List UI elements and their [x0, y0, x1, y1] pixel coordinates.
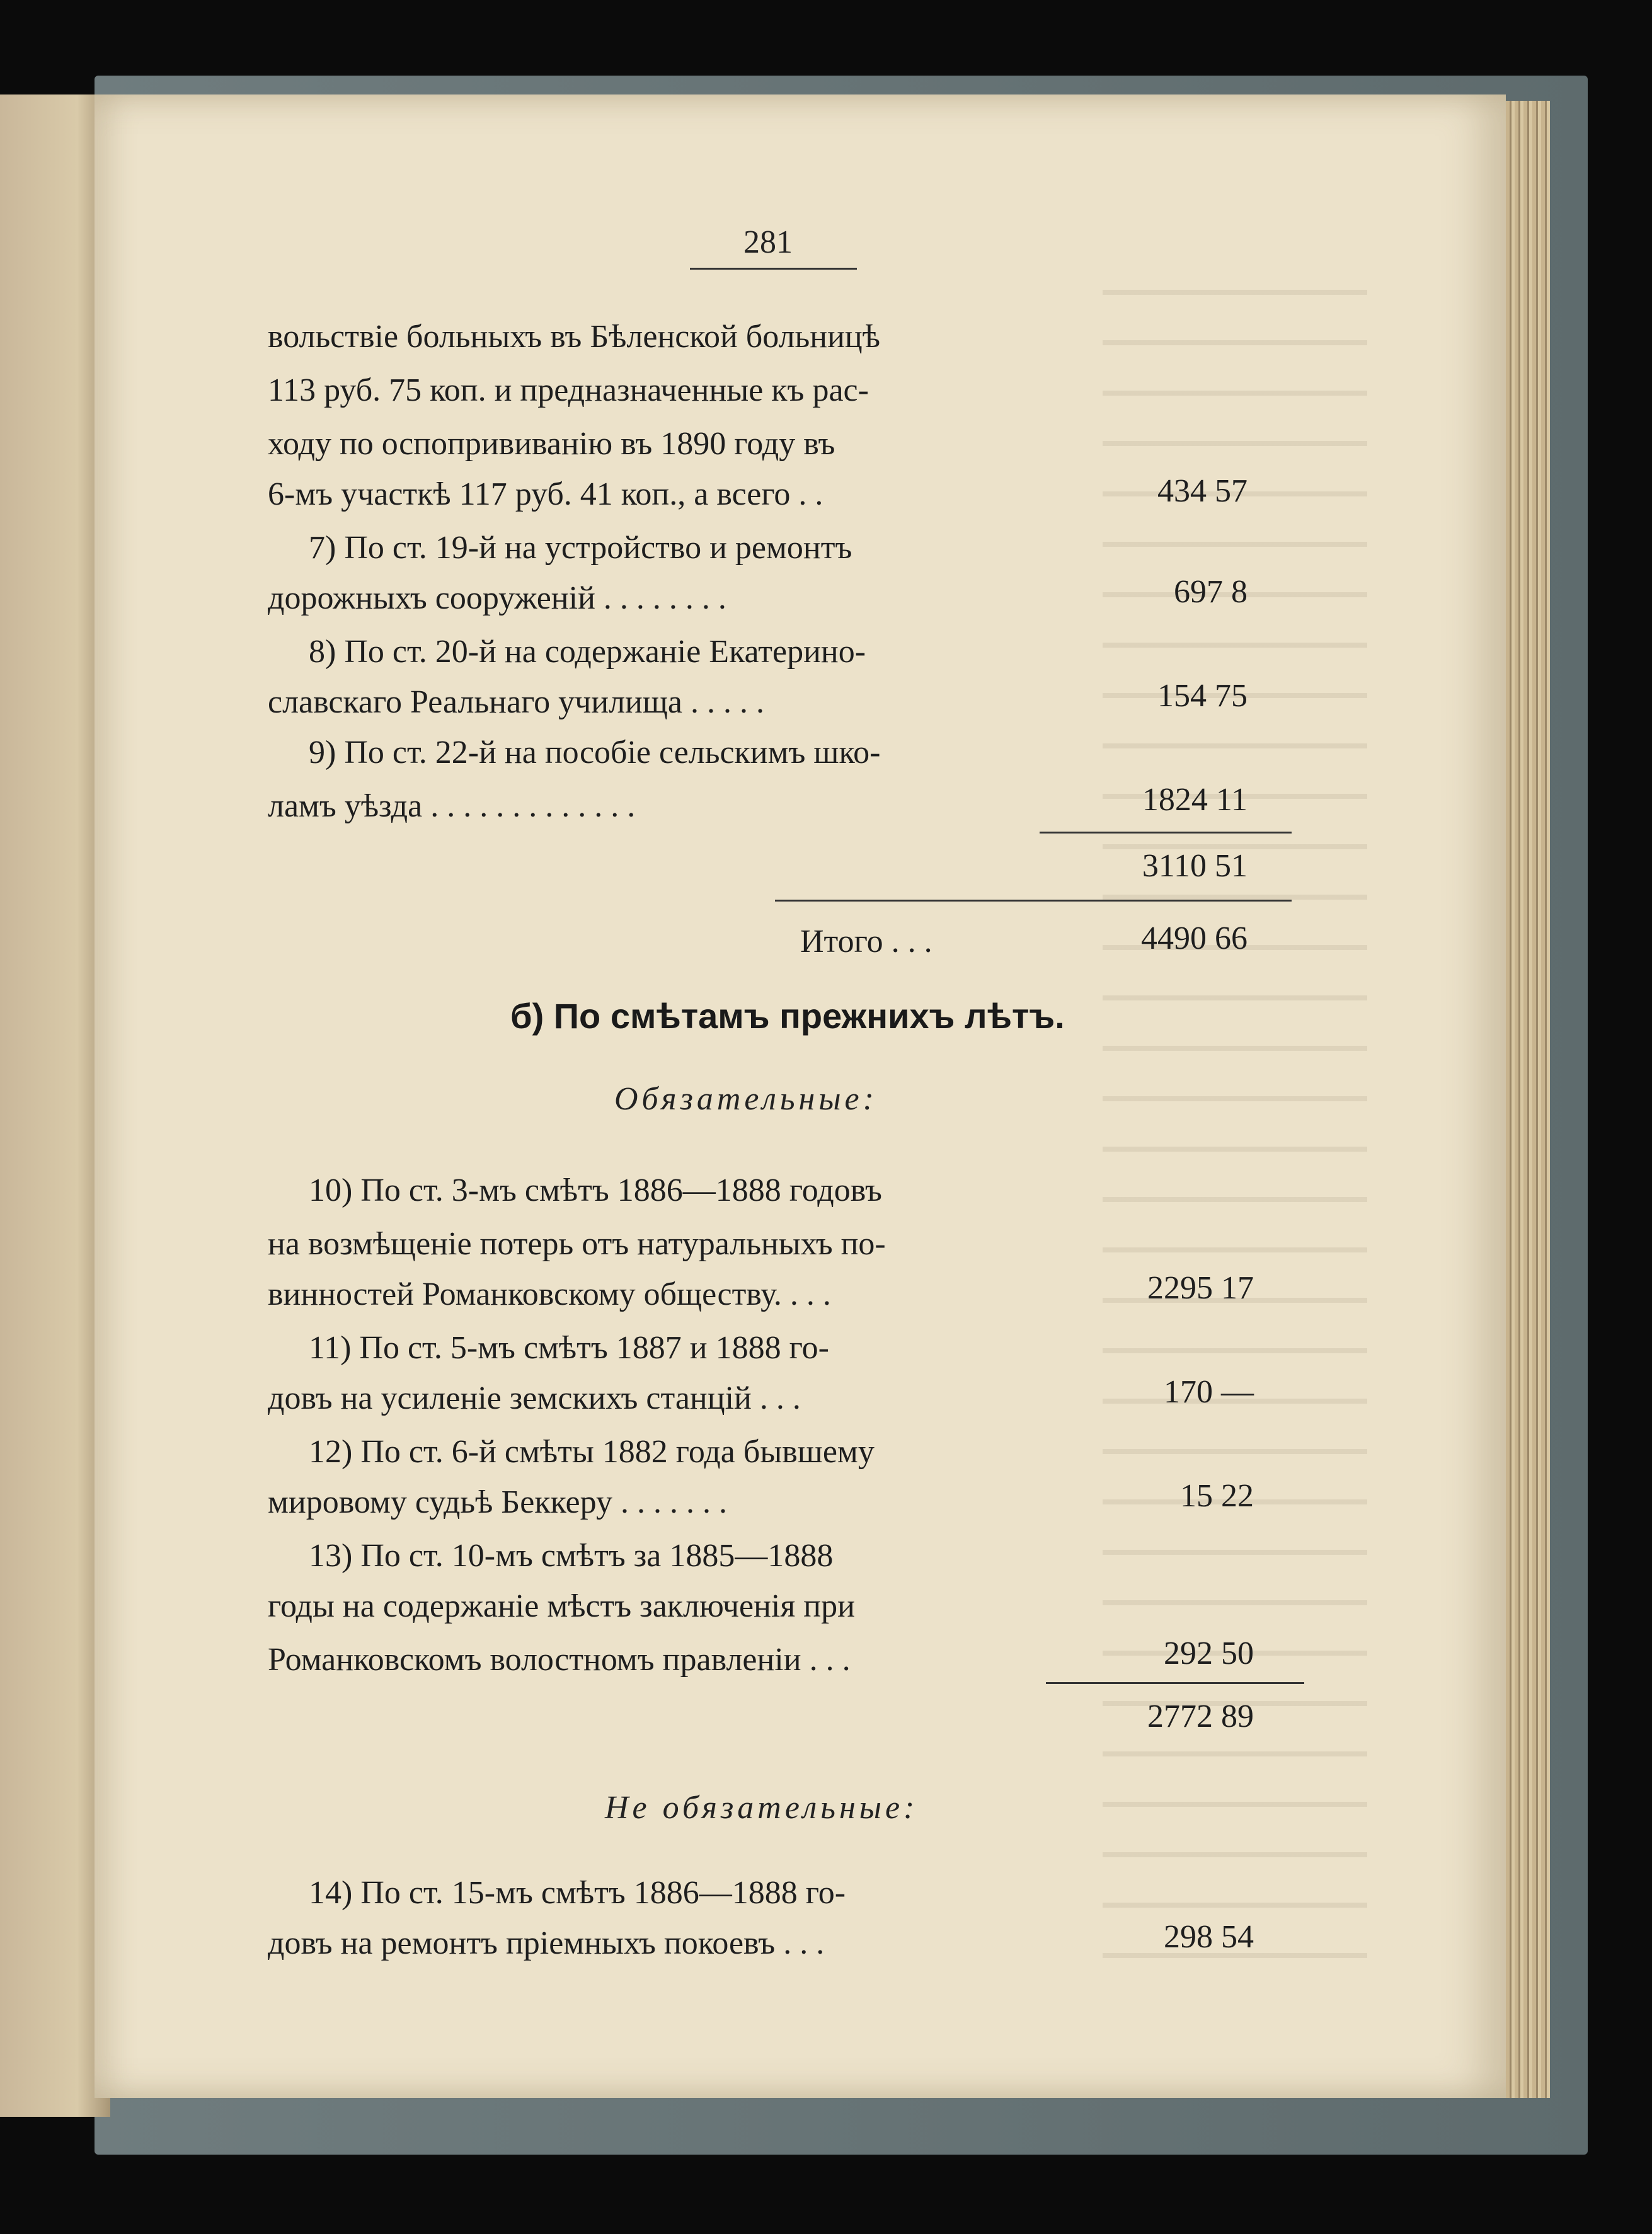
- page-stack-edge: [1506, 101, 1550, 2098]
- text-line: годы на содержаніе мѣстъ заключенія при: [268, 1588, 855, 1624]
- text-line: славскаго Реальнаго училища . . . . .: [268, 684, 764, 720]
- text-line: винностей Романковскому обществу. . . .: [268, 1276, 831, 1312]
- amount: 434 57: [1157, 473, 1248, 509]
- bleed-through-text: [1103, 290, 1367, 1991]
- text-line: дорожныхъ сооруженій . . . . . . . .: [268, 580, 726, 616]
- text-line: 7) По ст. 19-й на устройство и ремонтъ: [309, 530, 852, 566]
- sum-rule: [1040, 832, 1292, 833]
- total-rule: [775, 900, 1292, 902]
- amount: 170 —: [1164, 1374, 1254, 1410]
- amount: 15 22: [1180, 1478, 1254, 1514]
- subtotal: 3110 51: [1142, 848, 1248, 884]
- amount: 2295 17: [1147, 1270, 1254, 1306]
- subheading-obligatory: Обязательные:: [614, 1081, 878, 1117]
- amount: 697 8: [1174, 574, 1248, 610]
- text-line: вольствіе больныхъ въ Бѣленской больницѣ: [268, 319, 880, 355]
- text-line: ходу по оспопрививанію въ 1890 году въ: [268, 426, 835, 462]
- text-line: 10) По ст. 3-мъ смѣтъ 1886—1888 годовъ: [309, 1172, 882, 1208]
- page-number-rule: [690, 268, 857, 270]
- text-line: 14) По ст. 15-мъ смѣтъ 1886—1888 го-: [309, 1875, 846, 1911]
- section-heading: б) По смѣтамъ прежнихъ лѣтъ.: [510, 996, 1065, 1036]
- subheading-nonobligatory: Не обязательные:: [605, 1790, 919, 1826]
- text-line: Романковскомъ волостномъ правленіи . . .: [268, 1642, 851, 1678]
- text-line: 11) По ст. 5-мъ смѣтъ 1887 и 1888 го-: [309, 1330, 829, 1366]
- text-line: 9) По ст. 22-й на пособіе сельскимъ шко-: [309, 735, 881, 770]
- text-line: довъ на ремонтъ пріемныхъ покоевъ . . .: [268, 1925, 825, 1961]
- amount: 154 75: [1157, 678, 1248, 714]
- text-line: 113 руб. 75 коп. и предназначенные къ рас-: [268, 372, 869, 408]
- itogo-amount: 4490 66: [1141, 920, 1248, 956]
- text-line: 6-мъ участкѣ 117 руб. 41 коп., а всего . .: [268, 476, 823, 512]
- page-number: 281: [743, 224, 793, 260]
- itogo-label: Итого . . .: [800, 924, 932, 959]
- subtotal: 2772 89: [1147, 1698, 1254, 1734]
- text-line: ламъ уѣзда . . . . . . . . . . . . .: [268, 788, 636, 824]
- text-line: 8) По ст. 20-й на содержаніе Екатерино-: [309, 634, 866, 670]
- text-line: на возмѣщеніе потерь отъ натуральныхъ по-: [268, 1226, 886, 1262]
- text-line: мировому судьѣ Беккеру . . . . . . .: [268, 1484, 727, 1520]
- text-line: 12) По ст. 6-й смѣты 1882 года бывшему: [309, 1434, 875, 1470]
- amount: 298 54: [1164, 1919, 1254, 1955]
- left-page-edge: [0, 95, 110, 2117]
- text-line: 13) По ст. 10-мъ смѣтъ за 1885—1888: [309, 1538, 834, 1574]
- amount: 1824 11: [1142, 782, 1248, 818]
- amount: 292 50: [1164, 1635, 1254, 1671]
- text-line: довъ на усиленіе земскихъ станцій . . .: [268, 1380, 801, 1416]
- sum-rule: [1046, 1682, 1304, 1684]
